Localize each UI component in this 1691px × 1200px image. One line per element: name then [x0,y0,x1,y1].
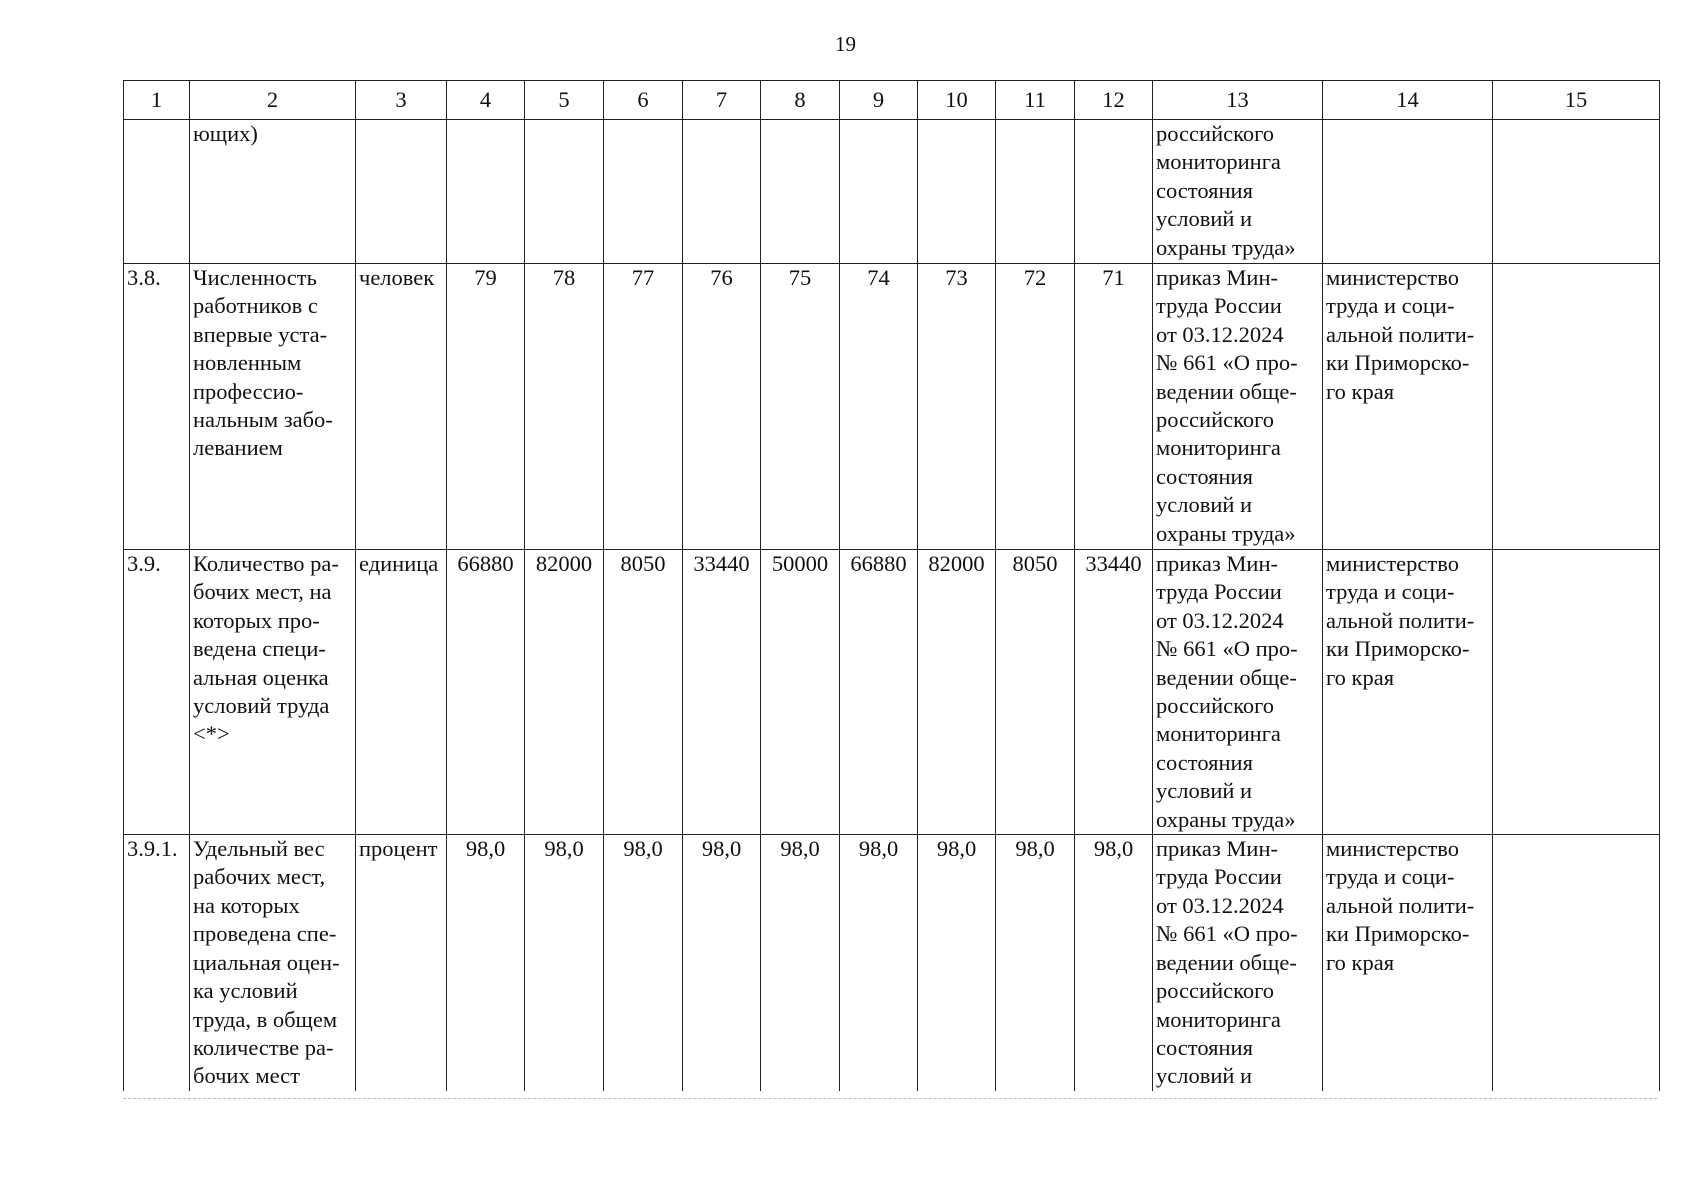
header-cell: 1 [124,81,190,120]
basis-cell: приказ Мин- труда России от 03.12.2024 № 661 «О про- ведении обще- российского мониторинга состояния условий и охраны труда» [1153,550,1323,835]
row-number: 3.9.1. [124,835,190,1092]
header-cell: 6 [604,81,683,120]
unit-cell [356,120,447,264]
indicator-name: ющих) [190,120,356,264]
value-cell: 98,0 [761,835,840,1092]
page-cut-line [123,1098,1657,1099]
indicator-name: Численность работников с впервые уста- новленным профессио- нальным забо- леванием [190,264,356,550]
value-cell [447,120,525,264]
value-cell: 72 [996,264,1075,550]
value-cell: 78 [525,264,604,550]
table-row [124,120,1660,264]
extra-cell [1493,120,1660,264]
indicator-name: Удельный вес рабочих мест, на которых проведена спе- циальная оцен- ка условий труда, в общем количестве ра- бочих мест [190,835,356,1092]
value-cell [996,120,1075,264]
extra-cell [1493,264,1660,550]
value-cell: 66880 [447,550,525,835]
basis-cell: приказ Мин- труда России от 03.12.2024 № 661 «О про- ведении обще- российского мониторинга состояния условий и охраны труда» [1153,264,1323,550]
value-cell: 76 [683,264,761,550]
header-cell: 7 [683,81,761,120]
value-cell: 8050 [604,550,683,835]
unit-cell: единица [356,550,447,835]
header-cell: 3 [356,81,447,120]
value-cell: 98,0 [683,835,761,1092]
table-row [124,550,1660,835]
value-cell: 71 [1075,264,1153,550]
value-cell: 50000 [761,550,840,835]
responsible-cell: министерство труда и соци- альной полити- ки Приморско- го края [1323,835,1493,1092]
value-cell: 33440 [683,550,761,835]
value-cell: 66880 [840,550,918,835]
value-cell: 79 [447,264,525,550]
value-cell: 74 [840,264,918,550]
header-cell: 11 [996,81,1075,120]
value-cell: 98,0 [1075,835,1153,1092]
responsible-cell [1323,120,1493,264]
header-cell: 13 [1153,81,1323,120]
header-cell: 5 [525,81,604,120]
header-cell: 8 [761,81,840,120]
value-cell [918,120,996,264]
value-cell [525,120,604,264]
row-number: 3.9. [124,550,190,835]
value-cell: 8050 [996,550,1075,835]
value-cell: 77 [604,264,683,550]
table-row [124,264,1660,550]
row-number [124,120,190,264]
responsible-cell: министерство труда и соци- альной полити- ки Приморско- го края [1323,264,1493,550]
value-cell [840,120,918,264]
value-cell: 82000 [525,550,604,835]
unit-cell: человек [356,264,447,550]
value-cell: 98,0 [918,835,996,1092]
value-cell: 98,0 [525,835,604,1092]
value-cell: 75 [761,264,840,550]
value-cell: 98,0 [604,835,683,1092]
column-number-row [124,81,1660,120]
header-cell: 14 [1323,81,1493,120]
basis-cell: приказ Мин- труда России от 03.12.2024 № 661 «О про- ведении обще- российского мониторинга состояния условий и [1153,835,1323,1092]
value-cell: 98,0 [840,835,918,1092]
value-cell: 98,0 [447,835,525,1092]
unit-cell: процент [356,835,447,1092]
indicator-name: Количество ра- бочих мест, на которых про- ведена специ- альная оценка условий труда <*> [190,550,356,835]
value-cell [604,120,683,264]
table-row [124,835,1660,1092]
header-cell: 2 [190,81,356,120]
header-cell: 9 [840,81,918,120]
responsible-cell: министерство труда и соци- альной полити- ки Приморско- го края [1323,550,1493,835]
header-cell: 12 [1075,81,1153,120]
extra-cell [1493,835,1660,1092]
value-cell: 98,0 [996,835,1075,1092]
indicator-table [123,80,1660,1091]
value-cell [761,120,840,264]
extra-cell [1493,550,1660,835]
value-cell [1075,120,1153,264]
value-cell [683,120,761,264]
value-cell: 82000 [918,550,996,835]
value-cell: 73 [918,264,996,550]
basis-cell: российского мониторинга состояния условий и охраны труда» [1153,120,1323,264]
header-cell: 4 [447,81,525,120]
row-number: 3.8. [124,264,190,550]
page-number: 19 [835,32,856,56]
header-cell: 10 [918,81,996,120]
header-cell: 15 [1493,81,1660,120]
value-cell: 33440 [1075,550,1153,835]
